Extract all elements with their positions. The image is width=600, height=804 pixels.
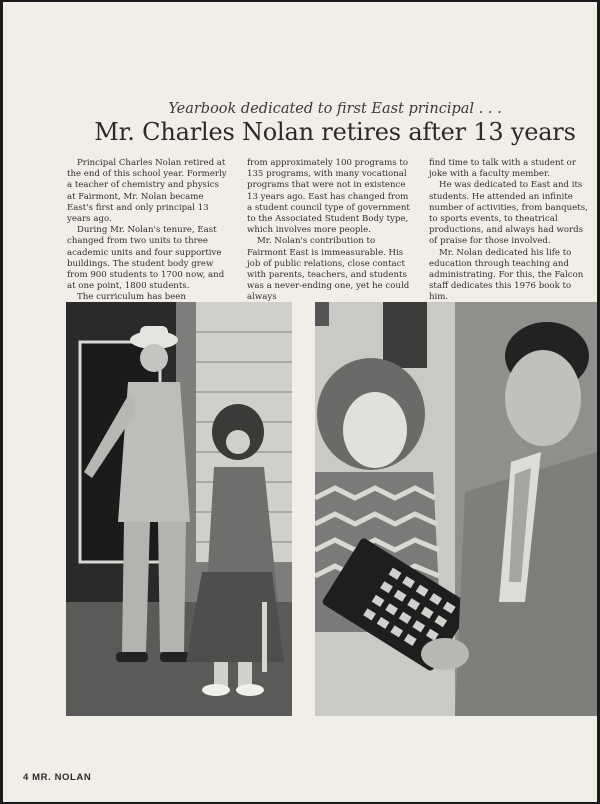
paragraph: The curriculum has been [77,292,186,303]
paragraph: from approximately 100 programs to 135 programs, with many vocational programs that were not in existence 13 years ago. East has changed from a student council type of government to the Associated Student Body type, which involves more people. [247,158,410,236]
stage-scene-photo [66,302,292,716]
page-folio: 4 MR. NOLAN [23,772,92,783]
paragraph: He was dedicated to East and its students. He attended an infinite number of activities, from banquets, to sports events, to theatrical productions, and always had words of praise for those involved. [429,180,588,247]
paragraph: Mr. Nolan's contribution to Fairmont East is immeasurable. His job of public relations, close contact with parents, teachers, and students was a never-ending one, yet he could always [247,236,410,303]
text-column-1 [67,158,230,315]
award-presentation-illustration [315,302,597,716]
paragraph: find time to talk with a student or joke with a faculty member. [429,158,576,180]
text-column-3 [429,158,592,304]
stage-scene-illustration [66,302,292,716]
paragraph: Mr. Nolan dedicated his life to education through teaching and administrating. For this, the Falcon staff dedicates this 1976 book to him. [429,247,584,303]
page-title: Mr. Charles Nolan retires after 13 years [94,118,576,146]
paragraph: During Mr. Nolan's tenure, East changed from two units to three academic units and four supportive buildings. The student body grew from 900 students to 1700 now, and at one point, 1800 students. [67,225,225,292]
paragraph: Principal Charles Nolan retired at the end of this school year. Formerly a teacher of chemistry and physics at Fairmont, Mr. Nolan became East's first and only principal 13 years ago. [67,158,227,225]
award-presentation-photo [315,302,597,716]
text-column-2 [247,158,410,304]
yearbook-page [3,2,597,802]
kicker-line: Yearbook dedicated to first East principal . . . [168,101,502,117]
